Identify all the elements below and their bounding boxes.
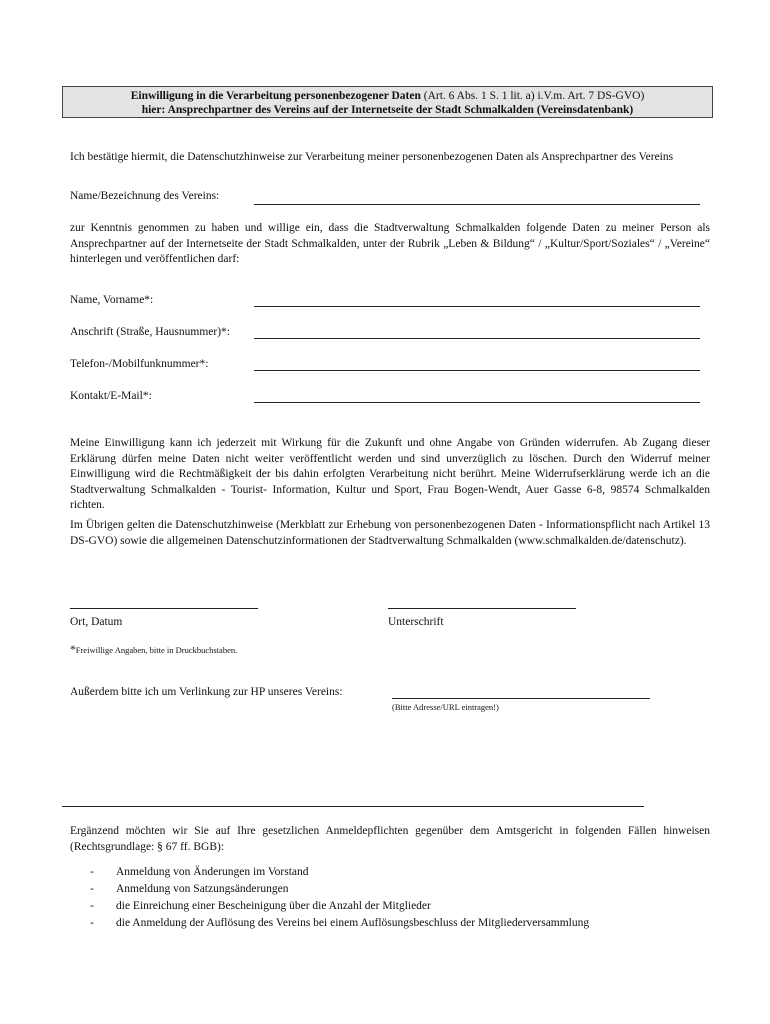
- list-item-text: Anmeldung von Änderungen im Vorstand: [116, 866, 309, 878]
- list-bullet: -: [90, 917, 94, 929]
- link-request-label: Außerdem bitte ich um Verlinkung zur HP unseres Vereins:: [70, 686, 343, 698]
- form-title: Einwilligung in die Verarbeitung personenbezogener Daten: [130, 90, 421, 102]
- revocation-text: Meine Einwilligung kann ich jederzeit mit Wirkung für die Zukunft und ohne Angabe von Gründen widerrufen. Ab Zugang dieser Erklärung dürfen meine Daten nicht weiter veröffentlicht werden und sind unverzüglich zu löschen. Durch den Widerruf meiner Einwilligung wird die Rechtmäßigkeit der bis dahin erfolgten Verarbeitung nicht berührt. Meine Widerrufserklärung werde ich an die Stadtverwaltung Schmalkalden - Tourist- Information, Kultur und Sport, Frau Bogen-Wendt, Auer Gasse 6-8, 98574 Schmalkalden richten.: [70, 437, 710, 511]
- list-item-text: die Einreichung einer Bescheinigung über die Anzahl der Mitglieder: [116, 900, 431, 912]
- form-subtitle: hier: Ansprechpartner des Vereins auf der Internetseite der Stadt Schmalkalden (Vereinsdatenbank): [141, 104, 634, 116]
- phone-label: Telefon-/Mobilfunknummer*:: [70, 358, 209, 370]
- name-field[interactable]: [254, 306, 700, 307]
- form-title-legal-reference: (Art. 6 Abs. 1 S. 1 lit. a) i.V.m. Art. 7 DS-GVO): [420, 90, 645, 102]
- footnote: [70, 644, 237, 656]
- address-field[interactable]: [254, 338, 700, 339]
- footnote-text: Freiwillige Angaben, bitte in Druckbuchstaben.: [75, 645, 238, 655]
- phone-field[interactable]: [254, 370, 700, 371]
- email-field[interactable]: [254, 402, 700, 403]
- club-name-label: Name/Bezeichnung des Vereins:: [70, 190, 220, 202]
- privacy-text: Im Übrigen gelten die Datenschutzhinweise (Merkblatt zur Erhebung von personenbezogenen Daten - Informationspflicht nach Artikel 13 DS-GVO) sowie die allgemeinen Datenschutzinformationen der Stadtverwaltung Schmalkalden (www.schmalkalden.de/datenschutz).: [70, 519, 710, 547]
- homepage-url-field[interactable]: [392, 698, 650, 699]
- list-item: [90, 864, 589, 881]
- form-title-line-1: [63, 89, 712, 103]
- list-item: [90, 881, 589, 898]
- list-bullet: -: [90, 866, 94, 878]
- address-label: Anschrift (Straße, Hausnummer)*:: [70, 326, 231, 338]
- footnote-marker: *: [70, 644, 76, 656]
- signature-field[interactable]: [388, 608, 576, 609]
- list-bullet: -: [90, 900, 94, 912]
- list-item-text: die Anmeldung der Auflösung des Vereins bei einem Auflösungsbeschluss der Mitgliederversammlung: [116, 917, 590, 929]
- name-label: Name, Vorname*:: [70, 294, 154, 306]
- list-item-text: Anmeldung von Satzungsänderungen: [116, 883, 289, 895]
- signature-label: Unterschrift: [388, 616, 444, 628]
- registration-duties-list: [90, 864, 589, 932]
- list-item: [90, 898, 589, 915]
- list-item: [90, 915, 589, 932]
- supplement-text: Ergänzend möchten wir Sie auf Ihre gesetzlichen Anmeldepflichten gegenüber dem Amtsgericht in folgenden Fällen hinweisen (Rechtsgrundlage: § 67 ff. BGB):: [70, 825, 710, 853]
- url-hint: (Bitte Adresse/URL eintragen!): [392, 702, 499, 712]
- section-divider: [62, 806, 644, 807]
- place-date-field[interactable]: [70, 608, 258, 609]
- place-date-label: Ort, Datum: [70, 616, 123, 628]
- email-label: Kontakt/E-Mail*:: [70, 390, 152, 402]
- list-bullet: -: [90, 883, 94, 895]
- intro-text: Ich bestätige hiermit, die Datenschutzhinweise zur Verarbeitung meiner personenbezogenen Daten als Ansprechpartner des Vereins: [70, 151, 674, 163]
- club-name-field[interactable]: [254, 204, 700, 205]
- consent-text: zur Kenntnis genommen zu haben und willige ein, dass die Stadtverwaltung Schmalkalden folgende Daten zu meiner Person als Ansprechpartner auf der Internetseite der Stadt Schmalkalden, unter der Rubrik „Leben & Bildung“ / „Kultur/Sport/Soziales“ / „Vereine“ hinterlegen und veröffentlichen darf:: [70, 222, 710, 265]
- form-title-box: [62, 86, 713, 118]
